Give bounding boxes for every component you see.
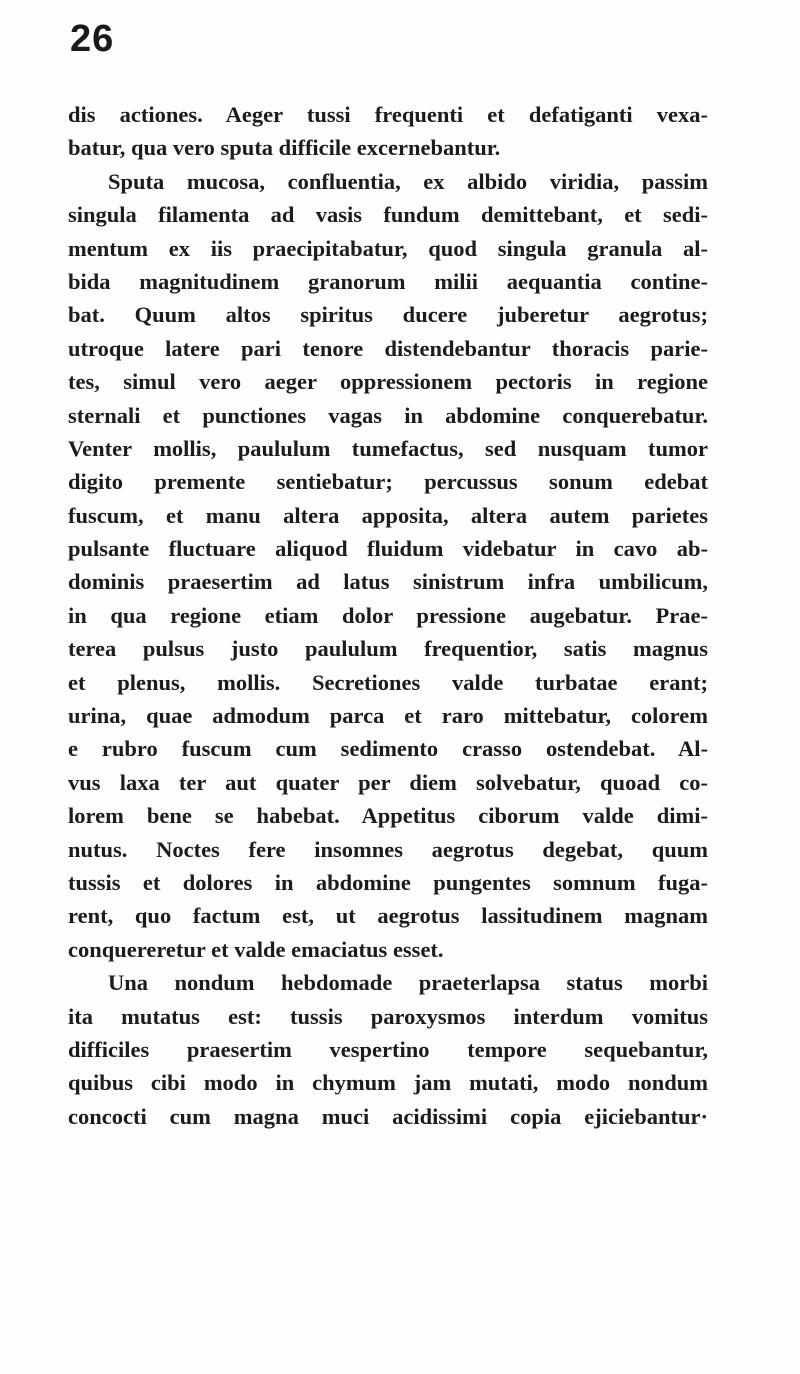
- text-line: Una nondum hebdomade praeterlapsa status morbi: [108, 970, 708, 996]
- text-line: vus laxa ter aut quater per diem solvebatur, quoad co-: [68, 769, 708, 795]
- text-line: urina, quae admodum parca et raro mittebatur, colorem: [68, 703, 708, 729]
- text-line: lorem bene se habebat. Appetitus ciborum valde dimi-: [68, 803, 708, 829]
- text-line: dominis praesertim ad latus sinistrum infra umbilicum,: [68, 569, 708, 595]
- text-line: conquereretur et valde emaciatus esset.: [68, 936, 444, 962]
- text-line: tes, simul vero aeger oppressionem pectoris in regione: [68, 369, 708, 395]
- text-line: rent, quo factum est, ut aegrotus lassitudinem magnam: [68, 903, 708, 929]
- text-line: sternali et punctiones vagas in abdomine conquerebatur.: [68, 402, 708, 428]
- body-text: [68, 98, 708, 1133]
- text-line: tussis et dolores in abdomine pungentes somnum fuga-: [68, 869, 708, 895]
- text-line: singula filamenta ad vasis fundum demittebant, et sedi-: [68, 202, 708, 228]
- text-line: Sputa mucosa, confluentia, ex albido viridia, passim: [108, 168, 708, 194]
- text-line: digito premente sentiebatur; percussus sonum edebat: [68, 469, 708, 495]
- text-line: batur, qua vero sputa difficile excernebantur.: [68, 135, 501, 161]
- text-line: difficiles praesertim vespertino tempore sequebantur,: [68, 1036, 708, 1062]
- text-line: fuscum, et manu altera apposita, altera autem parietes: [68, 502, 708, 528]
- text-line: concocti cum magna muci acidissimi copia ejiciebantur·: [68, 1103, 708, 1129]
- text-line: bat. Quum altos spiritus ducere juberetur aegrotus;: [68, 302, 708, 328]
- text-line: et plenus, mollis. Secretiones valde turbatae erant;: [68, 669, 708, 695]
- text-line: mentum ex iis praecipitabatur, quod singula granula al-: [68, 235, 708, 261]
- text-line: in qua regione etiam dolor pressione augebatur. Prae-: [68, 602, 708, 628]
- text-line: dis actiones. Aeger tussi frequenti et defatiganti vexa-: [68, 102, 708, 127]
- text-line: nutus. Noctes fere insomnes aegrotus degebat, quum: [68, 836, 708, 862]
- text-line: Venter mollis, paululum tumefactus, sed nusquam tumor: [68, 435, 708, 461]
- text-line: bida magnitudinem granorum milii aequantia contine-: [68, 268, 708, 294]
- page-number: 26: [70, 18, 115, 60]
- text-line: ita mutatus est: tussis paroxysmos interdum vomitus: [68, 1003, 708, 1029]
- text-line: terea pulsus justo paululum frequentior, satis magnus: [68, 636, 708, 662]
- text-line: e rubro fuscum cum sedimento crasso ostendebat. Al-: [68, 736, 708, 762]
- text-line: pulsante fluctuare aliquod fluidum videbatur in cavo ab-: [68, 536, 708, 562]
- text-line: quibus cibi modo in chymum jam mutati, modo nondum: [68, 1070, 708, 1096]
- text-line: utroque latere pari tenore distendebantur thoracis parie-: [68, 335, 708, 361]
